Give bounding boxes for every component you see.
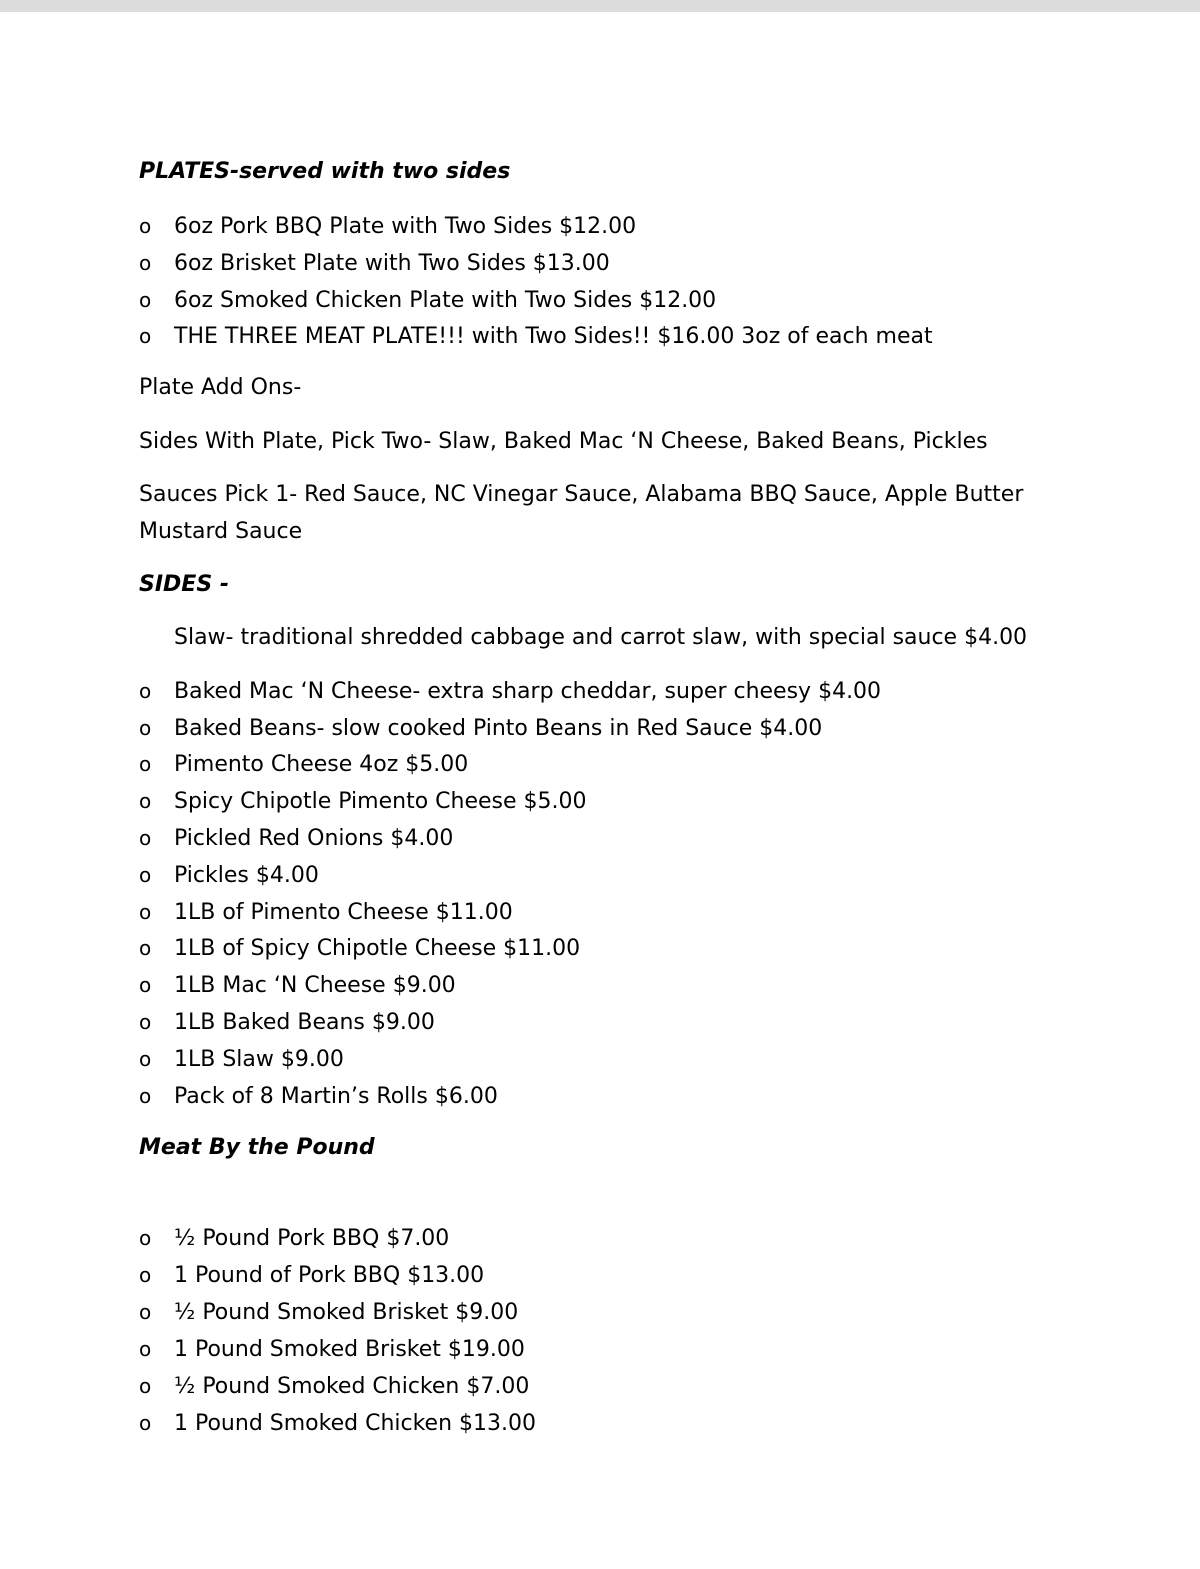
list-item: [139, 1045, 344, 1074]
addons-sauces-line: Sauces Pick 1- Red Sauce, NC Vinegar Sauce, Alabama BBQ Sauce, Apple Butter: [139, 482, 1024, 507]
list-item: [139, 898, 513, 927]
list-item: [139, 750, 468, 779]
bullet-icon: o: [139, 1084, 152, 1108]
list-item: [139, 861, 319, 890]
bullet-icon: o: [139, 716, 152, 740]
bullet-icon: o: [139, 1300, 152, 1324]
list-item-text: 6oz Smoked Chicken Plate with Two Sides $12.00: [174, 288, 717, 313]
sides-intro: Slaw- traditional shredded cabbage and carrot slaw, with special sauce $4.00: [174, 625, 1028, 650]
bullet-icon: o: [139, 826, 152, 850]
list-item: [139, 787, 587, 816]
list-item-text: 1LB Mac ‘N Cheese $9.00: [174, 973, 456, 998]
bullet-icon: o: [139, 863, 152, 887]
list-item: [139, 934, 580, 963]
addons-title: Plate Add Ons-: [139, 375, 302, 400]
meat-heading: Meat By the Pound: [139, 1135, 375, 1160]
list-item: [139, 1409, 536, 1438]
list-item: [139, 212, 636, 241]
bullet-icon: o: [139, 1010, 152, 1034]
list-item-text: Baked Beans- slow cooked Pinto Beans in Red Sauce $4.00: [174, 716, 823, 741]
list-item: [139, 824, 453, 853]
list-item-text: Pickles $4.00: [174, 863, 319, 888]
bullet-icon: o: [139, 973, 152, 997]
list-item-text: 6oz Pork BBQ Plate with Two Sides $12.00: [174, 214, 637, 239]
bullet-icon: o: [139, 1047, 152, 1071]
bullet-icon: o: [139, 251, 152, 275]
list-item-text: 1 Pound Smoked Chicken $13.00: [174, 1411, 537, 1436]
list-item: [139, 1082, 498, 1111]
list-item-text: THE THREE MEAT PLATE!!! with Two Sides!! $16.00 3oz of each meat: [174, 324, 933, 349]
list-item-text: Pack of 8 Martin’s Rolls $6.00: [174, 1084, 498, 1109]
list-item: [139, 714, 822, 743]
bullet-icon: o: [139, 1226, 152, 1250]
list-item-text: Baked Mac ‘N Cheese- extra sharp cheddar, super cheesy $4.00: [174, 679, 882, 704]
list-item-text: ½ Pound Smoked Brisket $9.00: [174, 1300, 519, 1325]
list-item: [139, 1261, 484, 1290]
bullet-icon: o: [139, 288, 152, 312]
list-item: [139, 322, 933, 351]
bullet-icon: o: [139, 1411, 152, 1435]
bullet-icon: o: [139, 1337, 152, 1361]
list-item: [139, 1298, 518, 1327]
list-item: [139, 249, 610, 278]
list-item: [139, 1372, 529, 1401]
list-item-text: 1LB of Pimento Cheese $11.00: [174, 900, 513, 925]
list-item: [139, 286, 716, 315]
list-item-text: Pimento Cheese 4oz $5.00: [174, 752, 469, 777]
bullet-icon: o: [139, 900, 152, 924]
list-item: [139, 1335, 525, 1364]
bullet-icon: o: [139, 214, 152, 238]
addons-sides-line: Sides With Plate, Pick Two- Slaw, Baked Mac ‘N Cheese, Baked Beans, Pickles: [139, 429, 988, 454]
list-item-text: ½ Pound Smoked Chicken $7.00: [174, 1374, 530, 1399]
list-item-text: ½ Pound Pork BBQ $7.00: [174, 1226, 450, 1251]
list-item: [139, 1224, 449, 1253]
list-item-text: Pickled Red Onions $4.00: [174, 826, 454, 851]
bullet-icon: o: [139, 789, 152, 813]
bullet-icon: o: [139, 679, 152, 703]
list-item: [139, 677, 881, 706]
bullet-icon: o: [139, 1263, 152, 1287]
bullet-icon: o: [139, 752, 152, 776]
document-page: [0, 12, 1200, 1569]
list-item-text: 1LB Slaw $9.00: [174, 1047, 344, 1072]
bullet-icon: o: [139, 1374, 152, 1398]
list-item-text: 6oz Brisket Plate with Two Sides $13.00: [174, 251, 610, 276]
list-item-text: 1LB of Spicy Chipotle Cheese $11.00: [174, 936, 581, 961]
addons-sauces-line-2: Mustard Sauce: [139, 519, 303, 544]
bullet-icon: o: [139, 324, 152, 348]
list-item-text: 1LB Baked Beans $9.00: [174, 1010, 435, 1035]
list-item-text: 1 Pound of Pork BBQ $13.00: [174, 1263, 485, 1288]
sides-heading: SIDES -: [139, 572, 229, 597]
list-item: [139, 971, 456, 1000]
bullet-icon: o: [139, 936, 152, 960]
list-item-text: 1 Pound Smoked Brisket $19.00: [174, 1337, 525, 1362]
list-item-text: Spicy Chipotle Pimento Cheese $5.00: [174, 789, 587, 814]
list-item: [139, 1008, 435, 1037]
plates-heading: PLATES-served with two sides: [139, 159, 511, 184]
